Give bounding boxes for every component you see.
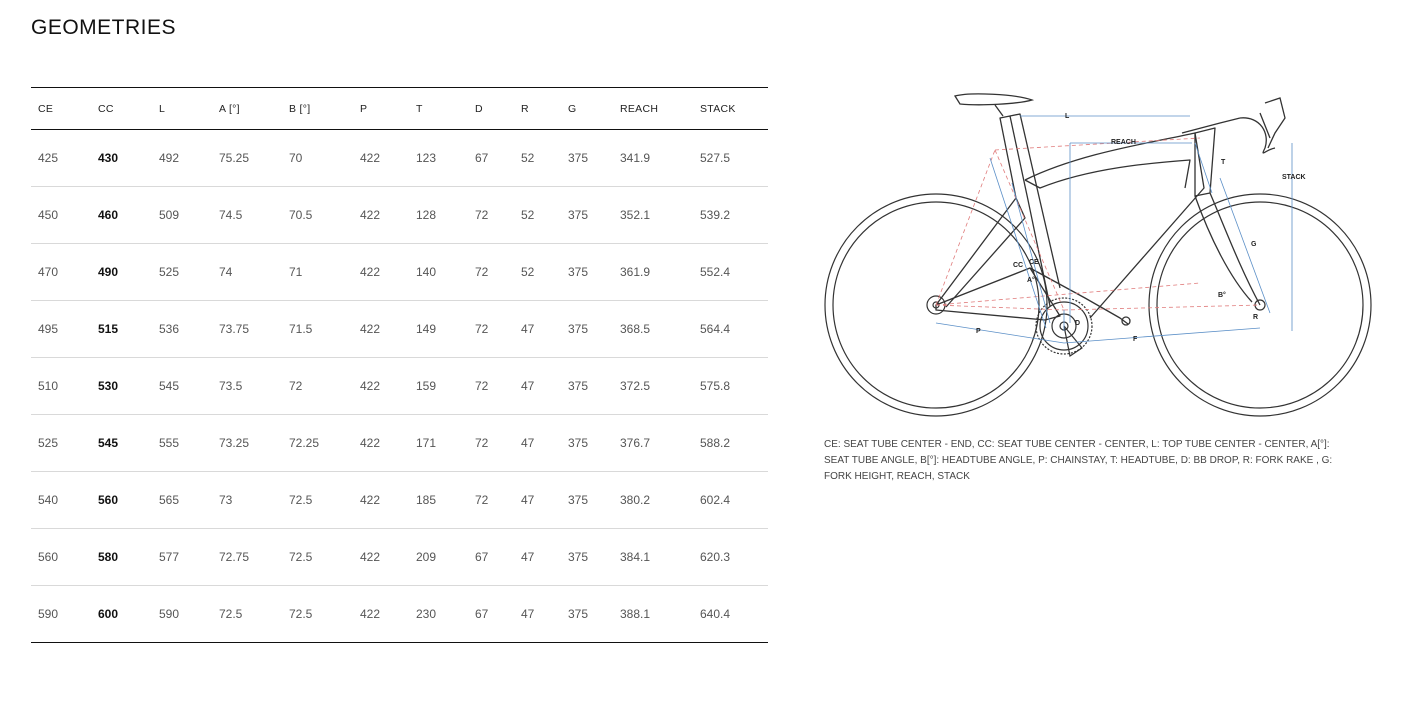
header-t: T — [416, 102, 423, 115]
table-cell: 510 — [38, 379, 59, 393]
table-cell: 422 — [360, 550, 381, 564]
table-cell: 72.75 — [219, 550, 250, 564]
table-cell: 72.25 — [289, 436, 320, 450]
table-cell: 47 — [521, 322, 535, 336]
table-row — [31, 529, 768, 586]
table-cell: 72.5 — [289, 550, 313, 564]
label-p: P — [976, 328, 981, 335]
table-cell: 72 — [475, 493, 489, 507]
table-cell: 590 — [159, 607, 180, 621]
table-cell: 560 — [38, 550, 59, 564]
label-cc: CC — [1013, 262, 1024, 269]
table-cell: 380.2 — [620, 493, 651, 507]
label-reach: REACH — [1111, 139, 1136, 146]
table-cell: 361.9 — [620, 265, 651, 279]
table-cell: 52 — [521, 151, 535, 165]
table-cell: 230 — [416, 607, 437, 621]
header-ce: CE — [38, 102, 54, 115]
table-row — [31, 472, 768, 529]
table-cell: 422 — [360, 208, 381, 222]
table-cell: 52 — [521, 208, 535, 222]
table-cell: 580 — [98, 550, 119, 564]
table-cell: 560 — [98, 493, 119, 507]
table-cell: 140 — [416, 265, 437, 279]
header-reach: REACH — [620, 102, 659, 115]
table-cell: 539.2 — [700, 208, 731, 222]
table-cell: 352.1 — [620, 208, 651, 222]
table-cell: 47 — [521, 436, 535, 450]
table-cell: 209 — [416, 550, 437, 564]
table-cell: 375 — [568, 151, 589, 165]
table-cell: 422 — [360, 607, 381, 621]
table-cell: 375 — [568, 208, 589, 222]
label-a: A° — [1027, 277, 1035, 284]
table-cell: 375 — [568, 550, 589, 564]
table-cell: 422 — [360, 151, 381, 165]
table-cell: 73 — [219, 493, 233, 507]
table-cell: 372.5 — [620, 379, 651, 393]
table-cell: 72.5 — [289, 607, 313, 621]
table-cell: 67 — [475, 607, 489, 621]
header-cc: CC — [98, 102, 114, 115]
table-cell: 545 — [159, 379, 180, 393]
table-cell: 71 — [289, 265, 303, 279]
table-cell: 128 — [416, 208, 437, 222]
label-g: G — [1251, 241, 1257, 248]
table-cell: 375 — [568, 436, 589, 450]
header-p: P — [360, 102, 368, 115]
geometry-construction-lines — [936, 138, 1260, 310]
header-b: B [°] — [289, 102, 311, 115]
table-cell: 47 — [521, 379, 535, 393]
table-cell: 74.5 — [219, 208, 243, 222]
table-cell: 71.5 — [289, 322, 313, 336]
table-cell: 72 — [475, 379, 489, 393]
table-cell: 590 — [38, 607, 59, 621]
table-cell: 422 — [360, 493, 381, 507]
label-r: R — [1253, 314, 1259, 321]
header-d: D — [475, 102, 483, 115]
table-header-row — [31, 88, 768, 130]
table-cell: 171 — [416, 436, 437, 450]
table-cell: 564.4 — [700, 322, 731, 336]
header-g: G — [568, 102, 577, 115]
table-cell: 555 — [159, 436, 180, 450]
table-cell: 67 — [475, 550, 489, 564]
bike-geometry-diagram — [820, 88, 1375, 423]
label-t: T — [1221, 159, 1226, 166]
table-cell: 74 — [219, 265, 233, 279]
label-ce: CE — [1029, 259, 1039, 266]
table-row — [31, 586, 768, 643]
header-stack: STACK — [700, 102, 736, 115]
table-cell: 375 — [568, 379, 589, 393]
table-cell: 72 — [289, 379, 303, 393]
table-row — [31, 187, 768, 244]
label-f: F — [1133, 336, 1138, 343]
table-cell: 536 — [159, 322, 180, 336]
table-cell: 422 — [360, 265, 381, 279]
table-row — [31, 130, 768, 187]
frame — [936, 114, 1260, 325]
table-row — [31, 301, 768, 358]
table-cell: 422 — [360, 322, 381, 336]
table-cell: 588.2 — [700, 436, 731, 450]
table-row — [31, 244, 768, 301]
table-cell: 72 — [475, 322, 489, 336]
table-cell: 47 — [521, 607, 535, 621]
table-cell: 530 — [98, 379, 119, 393]
table-cell: 73.5 — [219, 379, 243, 393]
table-cell: 375 — [568, 493, 589, 507]
table-cell: 47 — [521, 493, 535, 507]
table-cell: 492 — [159, 151, 180, 165]
table-row — [31, 415, 768, 472]
table-cell: 70.5 — [289, 208, 313, 222]
table-cell: 75.25 — [219, 151, 250, 165]
table-cell: 72 — [475, 436, 489, 450]
table-cell: 73.25 — [219, 436, 250, 450]
table-cell: 70 — [289, 151, 303, 165]
label-b: B° — [1218, 292, 1226, 299]
label-stack: STACK — [1282, 174, 1306, 181]
table-cell: 73.75 — [219, 322, 250, 336]
table-body — [31, 130, 768, 643]
table-cell: 527.5 — [700, 151, 731, 165]
table-cell: 159 — [416, 379, 437, 393]
table-cell: 565 — [159, 493, 180, 507]
table-cell: 425 — [38, 151, 59, 165]
table-cell: 376.7 — [620, 436, 651, 450]
geometry-legend: CE: SEAT TUBE CENTER - END, CC: SEAT TUBE CENTER - CENTER, L: TOP TUBE CENTER - CENTER, A[°]: SEAT TUBE ANGLE, B[°]: HEADTUBE ANGLE, P: CHAINSTAY, T: HEADTUBE, D: BB DROP, R: FORK RAKE , G: FORK HEIGHT, REACH, STACK — [824, 439, 1333, 482]
label-l: L — [1065, 113, 1070, 120]
table-cell: 388.1 — [620, 607, 651, 621]
table-cell: 72.5 — [219, 607, 243, 621]
table-cell: 67 — [475, 151, 489, 165]
table-cell: 341.9 — [620, 151, 651, 165]
header-r: R — [521, 102, 529, 115]
table-cell: 384.1 — [620, 550, 651, 564]
header-a: A [°] — [219, 102, 240, 115]
table-cell: 47 — [521, 550, 535, 564]
table-cell: 540 — [38, 493, 59, 507]
table-cell: 375 — [568, 265, 589, 279]
label-d: D — [1075, 320, 1081, 327]
table-cell: 422 — [360, 436, 381, 450]
table-cell: 460 — [98, 208, 119, 222]
table-cell: 640.4 — [700, 607, 731, 621]
table-row — [31, 358, 768, 415]
table-cell: 149 — [416, 322, 437, 336]
table-cell: 552.4 — [700, 265, 731, 279]
page-title: GEOMETRIES — [31, 16, 177, 39]
table-cell: 525 — [159, 265, 180, 279]
table-cell: 430 — [98, 151, 119, 165]
table-cell: 375 — [568, 607, 589, 621]
table-cell: 515 — [98, 322, 119, 336]
table-cell: 375 — [568, 322, 589, 336]
table-cell: 72 — [475, 265, 489, 279]
table-cell: 577 — [159, 550, 180, 564]
table-cell: 72.5 — [289, 493, 313, 507]
header-l: L — [159, 102, 166, 115]
table-cell: 600 — [98, 607, 119, 621]
table-cell: 490 — [98, 265, 119, 279]
table-cell: 470 — [38, 265, 59, 279]
table-cell: 545 — [98, 436, 119, 450]
table-cell: 185 — [416, 493, 437, 507]
table-cell: 525 — [38, 436, 59, 450]
table-cell: 422 — [360, 379, 381, 393]
table-cell: 72 — [475, 208, 489, 222]
table-cell: 52 — [521, 265, 535, 279]
table-cell: 495 — [38, 322, 59, 336]
table-cell: 450 — [38, 208, 59, 222]
table-cell: 368.5 — [620, 322, 651, 336]
geometry-table — [31, 87, 768, 643]
table-cell: 620.3 — [700, 550, 731, 564]
saddle — [955, 94, 1032, 116]
table-cell: 602.4 — [700, 493, 731, 507]
table-cell: 509 — [159, 208, 180, 222]
table-cell: 575.8 — [700, 379, 731, 393]
table-cell: 123 — [416, 151, 437, 165]
